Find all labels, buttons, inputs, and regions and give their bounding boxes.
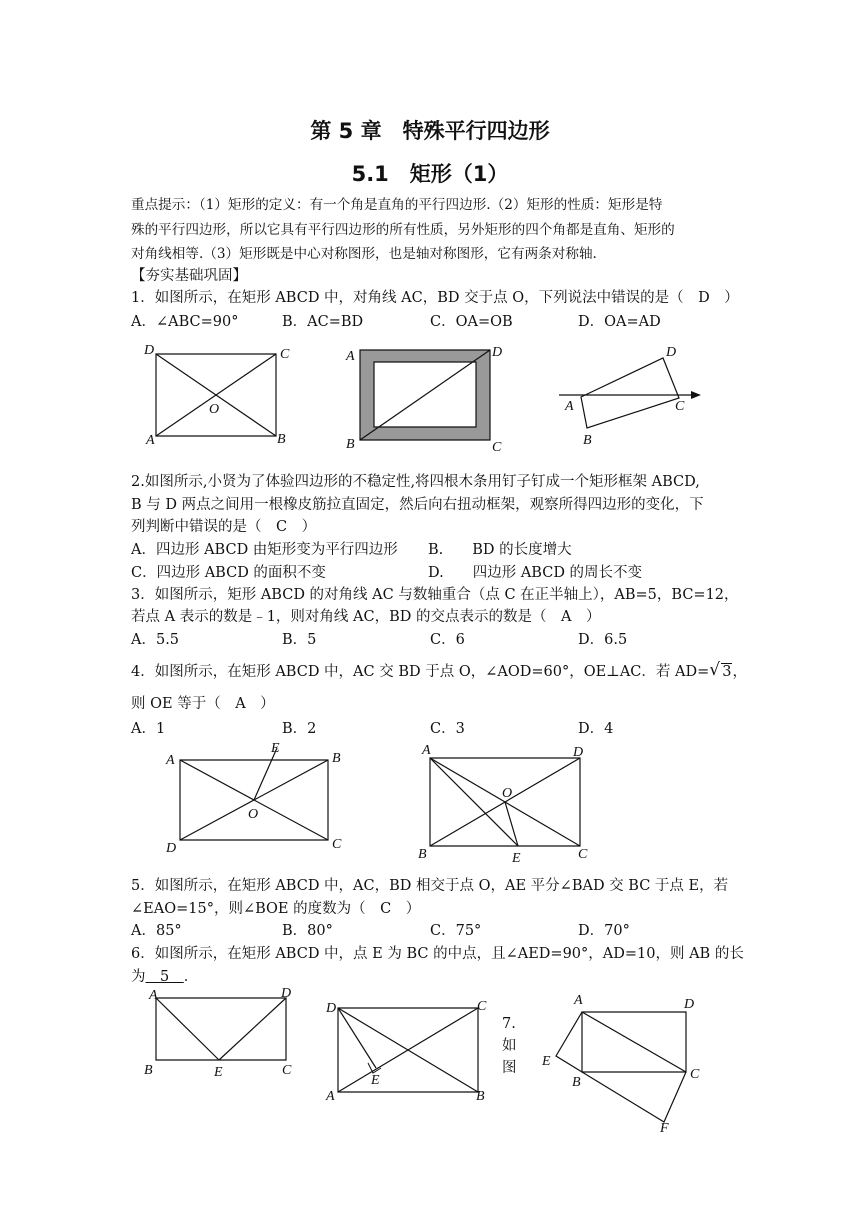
label-F: F [660, 1121, 669, 1135]
q2-line-1: 2.如图所示,小贤为了体验四边形的不稳定性,将四根木条用钉子钉成一个矩形框架 ABCD, [131, 474, 700, 490]
label-O: O [248, 807, 259, 822]
q4-radicand: 3 [722, 664, 732, 680]
label-C: C [690, 1067, 700, 1082]
q6-prefix: 为 [131, 969, 146, 985]
sqrt-symbol [709, 662, 732, 682]
q1-option-b: B．AC=BD [282, 314, 364, 330]
label-E: E [542, 1054, 551, 1069]
q3-option-d: D．6.5 [578, 632, 628, 648]
figure-7-rectangle [320, 994, 495, 1109]
label-E: E [271, 741, 280, 756]
label-A: A [346, 349, 355, 364]
q5-option-d: D．70° [578, 923, 630, 939]
label-C: C [282, 1063, 292, 1078]
label-B: B [332, 751, 341, 766]
label-D: D [281, 986, 292, 1001]
label-B: B [583, 433, 592, 448]
label-C: C [578, 847, 588, 862]
q4-option-c: C．3 [430, 721, 465, 737]
section-title: 5.1 矩形（1） [351, 162, 509, 186]
label-B: B [144, 1063, 153, 1078]
q2-option-d: D. 四边形 ABCD 的周长不变 [428, 565, 643, 581]
label-C: C [280, 347, 290, 362]
q3-option-c: C．6 [430, 632, 465, 648]
label-C: C [492, 440, 502, 455]
q4-option-d: D．4 [578, 721, 614, 737]
label-D: D [684, 997, 695, 1012]
label-B: B [277, 432, 286, 447]
label-A: A [166, 753, 175, 768]
q7-fragment-3: 图 [502, 1060, 517, 1076]
q3-line-1: 3．如图所示，矩形 ABCD 的对角线 AC 与数轴重合（点 C 在正半轴上），AB=5，BC=12， [131, 587, 739, 603]
figure-1-rectangle [140, 340, 300, 450]
q2-option-b: B. BD 的长度增大 [428, 542, 572, 558]
label-D: D [144, 343, 155, 358]
q2-option-c: C．四边形 ABCD 的面积不变 [131, 565, 326, 581]
q7-fragment-1: 7. [502, 1016, 516, 1032]
figure-2-frame [340, 340, 510, 455]
q1-option-a: A．∠ABC=90° [131, 314, 239, 330]
label-A: A [565, 399, 574, 414]
q3-line-2: 若点 A 表示的数是﹣1，则对角线 AC，BD 的交点表示的数是（ A ） [131, 609, 601, 625]
label-B: B [346, 437, 355, 452]
q7-fragment-2: 如 [502, 1038, 517, 1054]
q1-option-d: D．OA=AD [578, 314, 661, 330]
figure-8-rectangle [536, 990, 716, 1135]
q2-option-a: A．四边形 ABCD 由矩形变为平行四边形 [131, 542, 398, 558]
figure-5-rectangle [410, 738, 605, 866]
figure-4-rectangle [160, 740, 350, 860]
label-D: D [492, 345, 503, 360]
label-E: E [214, 1065, 223, 1080]
label-D: D [166, 841, 177, 856]
label-C: C [675, 399, 685, 414]
q4-line-1 [131, 662, 747, 682]
q6-suffix: ． [183, 969, 199, 985]
q4-line-2: 则 OE 等于（ A ） [131, 696, 275, 712]
q1-stem: 1．如图所示，在矩形 ABCD 中，对角线 AC，BD 交于点 O，下列说法中错误的是（ D ） [131, 290, 739, 306]
section-heading: 【夯实基础巩固】 [131, 268, 247, 284]
q6-answer-blank: 5 [145, 969, 184, 985]
q4-option-a: A．1 [131, 721, 166, 737]
label-B: B [572, 1075, 581, 1090]
label-D: D [666, 345, 677, 360]
label-C: C [332, 837, 342, 852]
chapter-title: 第 5 章 特殊平行四边形 [310, 119, 550, 143]
q5-line-2: ∠EAO=15°，则∠BOE 的度数为（ C ） [131, 901, 421, 917]
q4-line-1-tail: ， [732, 664, 747, 680]
q4-line-1-text: 4．如图所示，在矩形 ABCD 中，AC 交 BD 于点 O，∠AOD=60°，OE⊥AC．若 AD= [131, 664, 710, 680]
q3-option-b: B．5 [282, 632, 317, 648]
q5-option-a: A．85° [131, 923, 182, 939]
label-E: E [512, 851, 521, 866]
q4-option-b: B．2 [282, 721, 317, 737]
label-C: C [477, 999, 487, 1014]
label-B: B [476, 1089, 485, 1104]
figure-3-number-line [555, 340, 715, 450]
label-A: A [149, 988, 158, 1003]
figure-6-rectangle [138, 982, 303, 1082]
q2-line-3: 列判断中错误的是（ C ） [131, 519, 317, 535]
q5-option-b: B．80° [282, 923, 333, 939]
q5-option-c: C．75° [430, 923, 482, 939]
q2-line-2: B 与 D 两点之间用一根橡皮筋拉直固定，然后向右扭动框架，观察所得四边形的变化，下 [131, 497, 704, 513]
label-A: A [146, 433, 155, 448]
label-A: A [326, 1089, 335, 1104]
label-D: D [326, 1001, 337, 1016]
hint-line-3: 对角线相等.（3）矩形既是中心对称图形，也是轴对称图形，它有两条对称轴. [131, 246, 597, 262]
hint-line-1: 重点提示：（1）矩形的定义：有一个角是直角的平行四边形.（2）矩形的性质：矩形是特 [131, 197, 663, 213]
q1-option-c: C．OA=OB [430, 314, 513, 330]
hint-line-2: 殊的平行四边形，所以它具有平行四边形的所有性质，另外矩形的四个角都是直角、矩形的 [131, 222, 675, 238]
label-A: A [422, 743, 431, 758]
q6-line-1: 6．如图所示，在矩形 ABCD 中，点 E 为 BC 的中点，且∠AED=90°，AD=10，则 AB 的长 [131, 946, 744, 962]
label-B: B [418, 847, 427, 862]
q3-option-a: A．5.5 [131, 632, 180, 648]
label-O: O [502, 786, 513, 801]
label-E: E [371, 1073, 380, 1088]
label-O: O [209, 402, 220, 417]
q5-line-1: 5．如图所示，在矩形 ABCD 中，AC，BD 相交于点 O，AE 平分∠BAD 交 BC 于点 E，若 [131, 878, 729, 894]
label-D: D [573, 745, 584, 760]
label-A: A [574, 993, 583, 1008]
